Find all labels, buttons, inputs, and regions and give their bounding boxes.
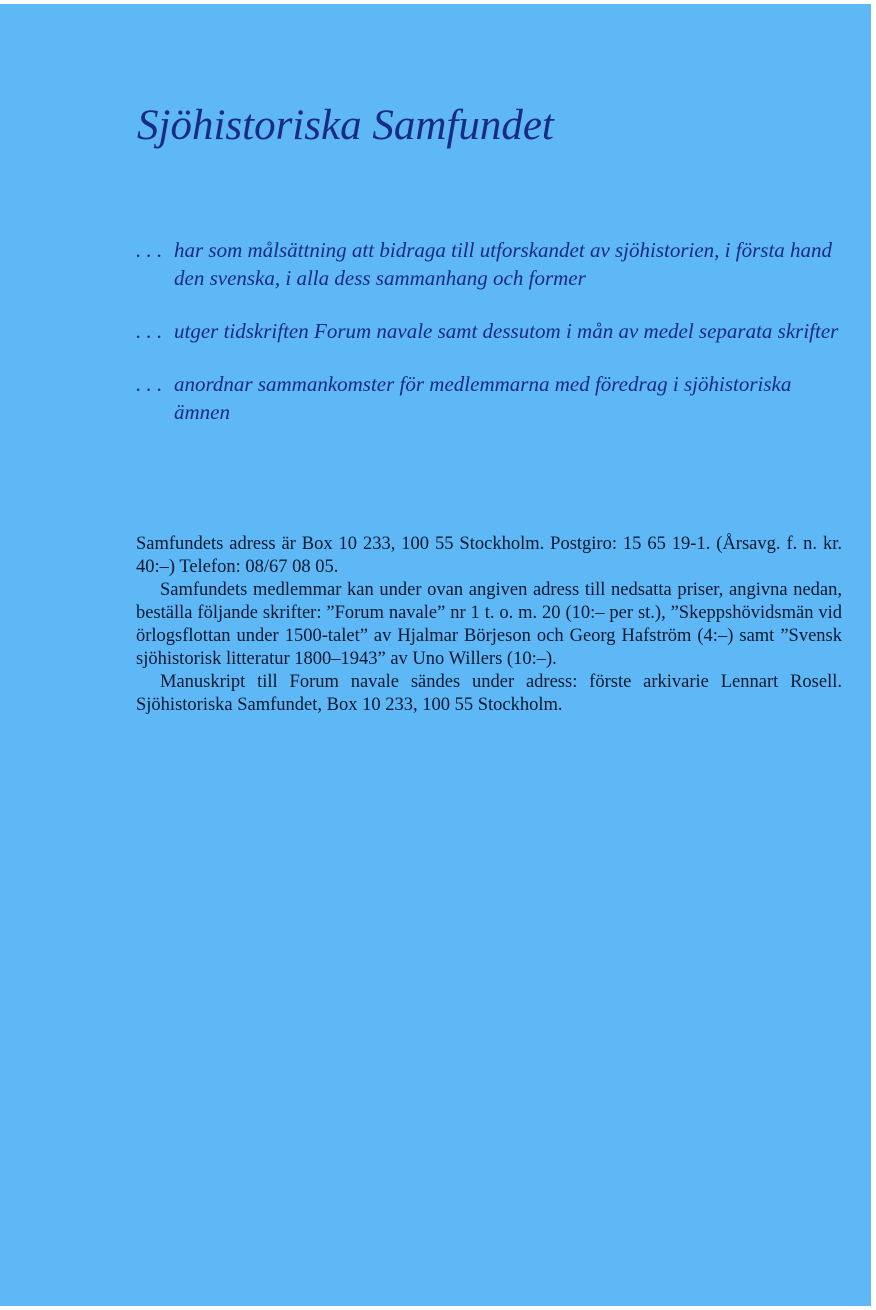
address-paragraph: Samfundets adress är Box 10 233, 100 55 Stockholm. Postgiro: 15 65 19-1. (Årsavg. f. n. kr. 40:–) Telefon: 08/67 08 05. — [136, 534, 842, 577]
aim-ellipsis: . . . — [136, 238, 163, 262]
aim-item — [136, 370, 852, 426]
aim-text: anordnar sammankomster för medlemmarna med föredrag i sjöhistoriska ämnen — [174, 372, 792, 424]
publications-paragraph: Samfundets medlemmar kan under ovan angiven adress till nedsatta priser, angivna nedan, beställa följande skrifter: ”Forum navale” nr 1 t. o. m. 20 (10:– per st.), ”Skeppshövidsmän vid örlogsflottan under 1500-talet” av Hjalmar Börjeson och Georg Hafström (4:–) samt ”Svensk sjöhistorisk litteratur 1800–1943” av Uno Willers (10:–). — [136, 580, 842, 669]
aim-text: har som målsättning att bidraga till utforskandet av sjöhistorien, i första hand den svenska, i alla dess sammanhang och former — [174, 238, 833, 290]
aim-text: utger tidskriften Forum navale samt dessutom i mån av medel separata skrifter — [174, 319, 839, 343]
aim-item — [136, 236, 852, 292]
aim-ellipsis: . . . — [136, 319, 163, 343]
page-title: Sjöhistoriska Samfundet — [137, 102, 554, 149]
manuscripts-paragraph: Manuskript till Forum navale sändes under adress: förste arkivarie Lennart Rosell. Sjöhistoriska Samfundet, Box 10 233, 100 55 Stockholm. — [136, 672, 842, 715]
back-cover — [0, 4, 871, 1306]
aims-list — [136, 236, 852, 451]
aim-item — [136, 317, 852, 345]
aim-ellipsis: . . . — [136, 372, 163, 396]
info-block — [136, 533, 842, 717]
